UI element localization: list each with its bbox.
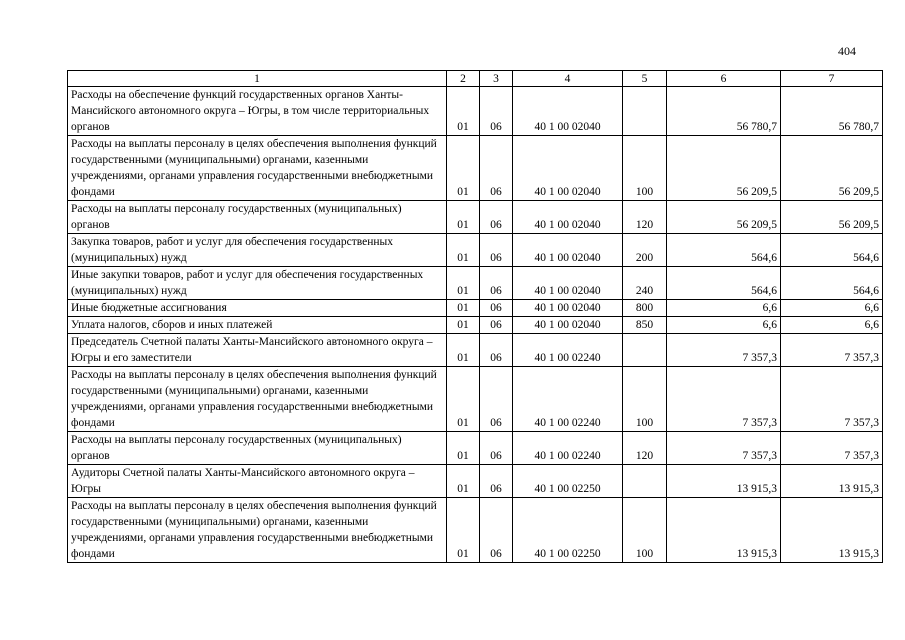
row-amount-col7: 13 915,3 bbox=[781, 465, 883, 498]
row-expense-type: 100 bbox=[623, 367, 667, 432]
row-expense-type: 800 bbox=[623, 300, 667, 317]
table-row bbox=[68, 267, 883, 300]
row-section: 01 bbox=[447, 465, 480, 498]
table-row bbox=[68, 367, 883, 432]
row-name: Расходы на выплаты персоналу в целях обеспечения выполнения функций государственными (муниципальными) органами, казенными учреждениями, органами управления государственными внебюджетными фондами bbox=[68, 367, 447, 432]
row-expense-type: 120 bbox=[623, 201, 667, 234]
row-name: Расходы на выплаты персоналу в целях обеспечения выполнения функций государственными (муниципальными) органами, казенными учреждениями, органами управления государственными внебюджетными фондами bbox=[68, 498, 447, 563]
row-amount-col7: 564,6 bbox=[781, 234, 883, 267]
row-subsection: 06 bbox=[480, 367, 513, 432]
row-section: 01 bbox=[447, 201, 480, 234]
row-expense-type: 100 bbox=[623, 136, 667, 201]
row-target-article: 40 1 00 02250 bbox=[513, 498, 623, 563]
row-amount-col7: 7 357,3 bbox=[781, 432, 883, 465]
table-row bbox=[68, 317, 883, 334]
row-section: 01 bbox=[447, 367, 480, 432]
header-row bbox=[68, 71, 883, 87]
row-section: 01 bbox=[447, 498, 480, 563]
row-name: Уплата налогов, сборов и иных платежей bbox=[68, 317, 447, 334]
table-row bbox=[68, 334, 883, 367]
table-body bbox=[68, 87, 883, 563]
row-amount-col6: 56 209,5 bbox=[667, 201, 781, 234]
row-target-article: 40 1 00 02040 bbox=[513, 300, 623, 317]
row-amount-col6: 13 915,3 bbox=[667, 498, 781, 563]
row-amount-col7: 564,6 bbox=[781, 267, 883, 300]
row-target-article: 40 1 00 02240 bbox=[513, 334, 623, 367]
row-amount-col6: 56 780,7 bbox=[667, 87, 781, 136]
row-expense-type: 850 bbox=[623, 317, 667, 334]
row-amount-col6: 564,6 bbox=[667, 234, 781, 267]
row-amount-col6: 7 357,3 bbox=[667, 367, 781, 432]
header-col-5: 5 bbox=[623, 71, 667, 87]
row-name: Иные бюджетные ассигнования bbox=[68, 300, 447, 317]
row-subsection: 06 bbox=[480, 498, 513, 563]
row-amount-col6: 7 357,3 bbox=[667, 334, 781, 367]
row-expense-type bbox=[623, 87, 667, 136]
row-expense-type bbox=[623, 465, 667, 498]
row-section: 01 bbox=[447, 267, 480, 300]
row-section: 01 bbox=[447, 317, 480, 334]
row-expense-type: 240 bbox=[623, 267, 667, 300]
header-col-2: 2 bbox=[447, 71, 480, 87]
table-row bbox=[68, 234, 883, 267]
row-name: Аудиторы Счетной палаты Ханты-Мансийского автономного округа – Югры bbox=[68, 465, 447, 498]
row-subsection: 06 bbox=[480, 136, 513, 201]
row-amount-col7: 6,6 bbox=[781, 300, 883, 317]
row-subsection: 06 bbox=[480, 465, 513, 498]
row-name: Расходы на выплаты персоналу государственных (муниципальных) органов bbox=[68, 201, 447, 234]
row-section: 01 bbox=[447, 334, 480, 367]
row-amount-col6: 56 209,5 bbox=[667, 136, 781, 201]
row-target-article: 40 1 00 02040 bbox=[513, 267, 623, 300]
table-row bbox=[68, 432, 883, 465]
row-expense-type: 200 bbox=[623, 234, 667, 267]
row-amount-col6: 7 357,3 bbox=[667, 432, 781, 465]
row-amount-col7: 7 357,3 bbox=[781, 334, 883, 367]
row-section: 01 bbox=[447, 136, 480, 201]
row-expense-type: 100 bbox=[623, 498, 667, 563]
row-expense-type: 120 bbox=[623, 432, 667, 465]
header-col-3: 3 bbox=[480, 71, 513, 87]
row-amount-col7: 7 357,3 bbox=[781, 367, 883, 432]
row-amount-col6: 564,6 bbox=[667, 267, 781, 300]
row-amount-col7: 6,6 bbox=[781, 317, 883, 334]
row-target-article: 40 1 00 02240 bbox=[513, 432, 623, 465]
table-row bbox=[68, 136, 883, 201]
row-expense-type bbox=[623, 334, 667, 367]
row-target-article: 40 1 00 02240 bbox=[513, 367, 623, 432]
row-section: 01 bbox=[447, 87, 480, 136]
row-subsection: 06 bbox=[480, 201, 513, 234]
row-subsection: 06 bbox=[480, 334, 513, 367]
row-subsection: 06 bbox=[480, 87, 513, 136]
header-col-7: 7 bbox=[781, 71, 883, 87]
row-section: 01 bbox=[447, 300, 480, 317]
row-subsection: 06 bbox=[480, 267, 513, 300]
row-amount-col6: 6,6 bbox=[667, 300, 781, 317]
row-amount-col6: 6,6 bbox=[667, 317, 781, 334]
row-name: Закупка товаров, работ и услуг для обеспечения государственных (муниципальных) нужд bbox=[68, 234, 447, 267]
row-amount-col7: 56 209,5 bbox=[781, 136, 883, 201]
table-row bbox=[68, 465, 883, 498]
header-col-6: 6 bbox=[667, 71, 781, 87]
row-subsection: 06 bbox=[480, 300, 513, 317]
table-row bbox=[68, 87, 883, 136]
table-row bbox=[68, 201, 883, 234]
row-name: Расходы на выплаты персоналу в целях обеспечения выполнения функций государственными (муниципальными) органами, казенными учреждениями, органами управления государственными внебюджетными фондами bbox=[68, 136, 447, 201]
row-amount-col7: 56 209,5 bbox=[781, 201, 883, 234]
budget-table bbox=[67, 70, 883, 563]
row-name: Председатель Счетной палаты Ханты-Мансийского автономного округа – Югры и его заместители bbox=[68, 334, 447, 367]
row-subsection: 06 bbox=[480, 317, 513, 334]
row-amount-col6: 13 915,3 bbox=[667, 465, 781, 498]
header-col-4: 4 bbox=[513, 71, 623, 87]
row-target-article: 40 1 00 02040 bbox=[513, 136, 623, 201]
row-target-article: 40 1 00 02040 bbox=[513, 87, 623, 136]
row-amount-col7: 13 915,3 bbox=[781, 498, 883, 563]
row-target-article: 40 1 00 02040 bbox=[513, 234, 623, 267]
row-target-article: 40 1 00 02250 bbox=[513, 465, 623, 498]
row-target-article: 40 1 00 02040 bbox=[513, 317, 623, 334]
table-header bbox=[68, 71, 883, 87]
row-section: 01 bbox=[447, 432, 480, 465]
row-subsection: 06 bbox=[480, 432, 513, 465]
page-number: 404 bbox=[838, 44, 856, 58]
row-subsection: 06 bbox=[480, 234, 513, 267]
row-amount-col7: 56 780,7 bbox=[781, 87, 883, 136]
table-row bbox=[68, 300, 883, 317]
header-col-1: 1 bbox=[68, 71, 447, 87]
row-name: Расходы на обеспечение функций государственных органов Ханты-Мансийского автономного округа – Югры, в том числе территориальных органов bbox=[68, 87, 447, 136]
row-section: 01 bbox=[447, 234, 480, 267]
row-target-article: 40 1 00 02040 bbox=[513, 201, 623, 234]
row-name: Расходы на выплаты персоналу государственных (муниципальных) органов bbox=[68, 432, 447, 465]
row-name: Иные закупки товаров, работ и услуг для обеспечения государственных (муниципальных) нужд bbox=[68, 267, 447, 300]
table-row bbox=[68, 498, 883, 563]
